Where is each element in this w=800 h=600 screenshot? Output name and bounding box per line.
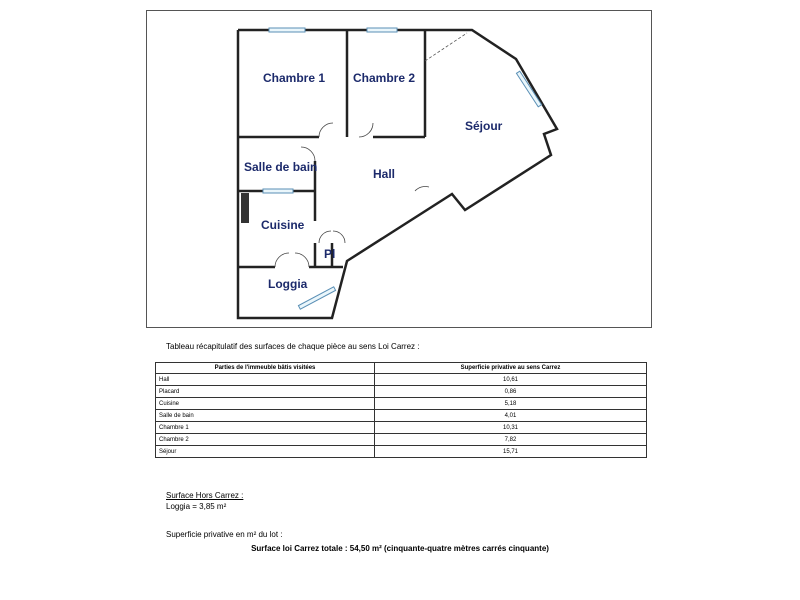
areas-table [155,362,647,458]
row-piece: Séjour [156,446,375,458]
lot-label: Superficie privative en m² du lot : [166,530,283,539]
table-body [156,374,647,458]
room-label-hall: Hall [373,167,396,181]
table-row [156,374,647,386]
row-piece: Hall [156,374,375,386]
door-pl [319,231,345,243]
door-ch1 [319,123,333,137]
row-piece: Placard [156,386,375,398]
total-carrez: Surface loi Carrez totale : 54,50 m² (cinquante-quatre mètres carrés cinquante) [251,544,549,553]
row-surface: 5,18 [375,398,647,410]
row-piece: Chambre 2 [156,434,375,446]
door-ch2 [359,123,373,137]
row-surface: 10,61 [375,374,647,386]
row-surface: 10,31 [375,422,647,434]
hors-carrez-title: Surface Hors Carrez : [166,491,244,500]
door-cuisine [275,253,309,267]
room-label-chambre2: Chambre 2 [353,71,416,85]
table-row [156,398,647,410]
row-piece: Salle de bain [156,410,375,422]
row-surface: 15,71 [375,446,647,458]
header-pieces: Parties de l'immeuble bâtis visitées [156,363,375,374]
dashed-diagonal [425,33,467,61]
table-header-row [156,363,647,374]
hors-carrez-loggia: Loggia = 3,85 m² [166,502,227,511]
row-piece: Cuisine [156,398,375,410]
row-piece: Chambre 1 [156,422,375,434]
header-surface: Superficie privative au sens Carrez [375,363,647,374]
row-surface: 4,01 [375,410,647,422]
room-label-sdb: Salle de bain [244,160,318,174]
room-label-sejour: Séjour [465,119,503,133]
table-row [156,434,647,446]
room-label-chambre1: Chambre 1 [263,71,326,85]
floor-plan [147,11,653,329]
table-row [156,422,647,434]
table-row [156,386,647,398]
table-row [156,410,647,422]
row-surface: 7,82 [375,434,647,446]
summary-intro: Tableau récapitulatif des surfaces de chaque pièce au sens Loi Carrez : [166,342,420,351]
window-sejour [516,71,541,107]
floor-plan-frame [146,10,652,328]
window-ch1 [269,28,305,32]
kitchen-appliance [241,193,249,223]
table-row [156,446,647,458]
room-label-loggia: Loggia [268,277,308,291]
room-label-pl: Pl [324,247,336,261]
row-surface: 0,86 [375,386,647,398]
window-ch2 [367,28,397,32]
room-label-cuisine: Cuisine [261,218,305,232]
door-sejour [415,186,429,191]
window-sdb [263,189,293,193]
door-sdb [301,147,315,161]
